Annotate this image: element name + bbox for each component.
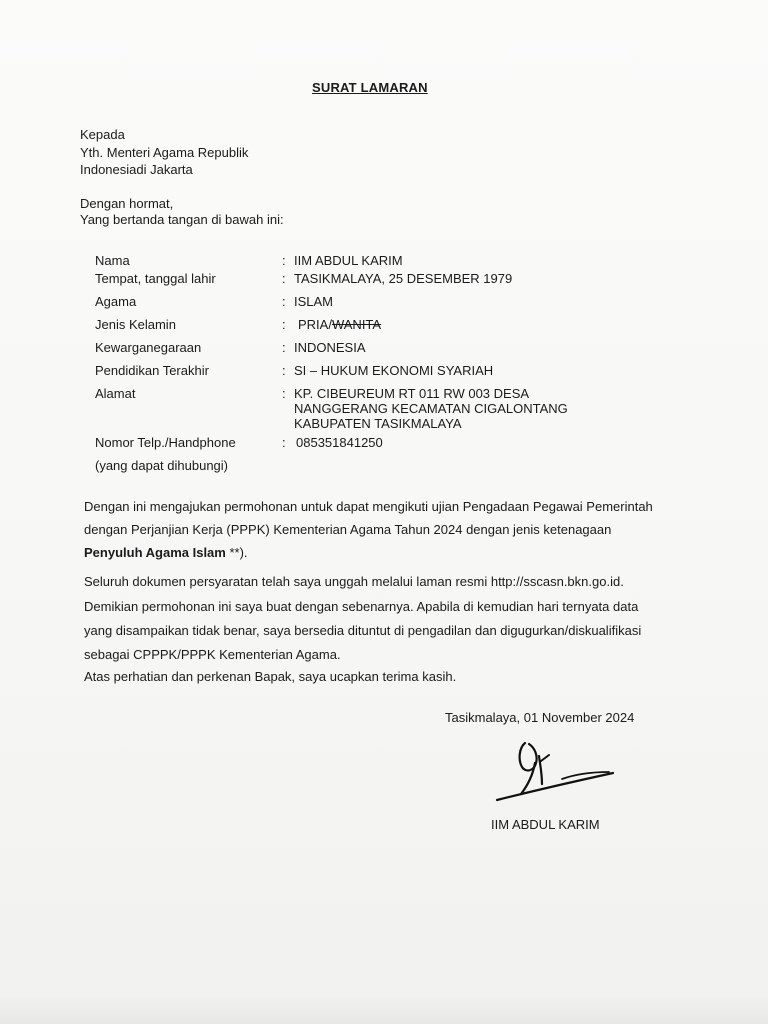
field-label-address: Alamat — [95, 386, 136, 401]
field-value-address-line-1: KP. CIBEUREUM RT 011 RW 003 DESA — [294, 386, 530, 401]
field-value-religion: ISLAM — [294, 294, 334, 309]
field-colon-name: : — [282, 253, 286, 268]
document-title: SURAT LAMARAN — [312, 80, 428, 95]
field-label-phone-line-1: Nomor Telp./Handphone — [95, 435, 236, 450]
greeting-line-2: Yang bertanda tangan di bawah ini: — [80, 212, 284, 227]
paragraph-2-line-2: Demikian permohonan ini saya buat dengan sebenarnya. Apabila di kemudian hari ternyata data — [84, 599, 639, 614]
paragraph-1-emphasis: Penyuluh Agama Islam — [84, 545, 226, 560]
field-value-gender — [298, 317, 381, 332]
field-label-gender: Jenis Kelamin — [95, 317, 176, 332]
field-label-religion: Agama — [95, 294, 137, 309]
field-value-phone: 085351841250 — [296, 435, 383, 450]
field-value-education: SI – HUKUM EKONOMI SYARIAH — [294, 363, 494, 378]
recipient-line-1: Kepada — [80, 127, 125, 142]
paper-shadow — [0, 996, 768, 1024]
paragraph-1-line-2: dengan Perjanjian Kerja (PPPK) Kementerian Agama Tahun 2024 dengan jenis ketenagaan — [84, 522, 612, 537]
field-value-address-line-3: KABUPATEN TASIKMALAYA — [294, 416, 462, 431]
paragraph-2-line-1: Seluruh dokumen persyaratan telah saya unggah melalui laman resmi http://sscasn.bkn.go.id. — [84, 574, 624, 589]
field-value-birth: TASIKMALAYA, 25 DESEMBER 1979 — [294, 271, 513, 286]
greeting-line-1: Dengan hormat, — [80, 196, 174, 211]
recipient-line-3: Indonesiadi Jakarta — [80, 162, 193, 177]
paragraph-2-line-4: sebagai CPPPK/PPPK Kementerian Agama. — [84, 647, 341, 662]
signature-image — [491, 740, 616, 808]
field-label-citizenship: Kewarganegaraan — [95, 340, 202, 355]
field-value-name: IIM ABDUL KARIM — [294, 253, 403, 268]
paragraph-3-line-1: Atas perhatian dan perkenan Bapak, saya ucapkan terima kasih. — [84, 669, 457, 684]
field-label-phone-line-2: (yang dapat dihubungi) — [95, 458, 228, 473]
field-value-address-line-2: NANGGERANG KECAMATAN CIGALONTANG — [294, 401, 568, 416]
field-label-birth: Tempat, tanggal lahir — [95, 271, 216, 286]
paragraph-1-line-1: Dengan ini mengajukan permohonan untuk dapat mengikuti ujian Pengadaan Pegawai Pemerintah — [84, 499, 653, 514]
gender-option-selected: PRIA/ — [298, 317, 332, 332]
closing-place-date: Tasikmalaya, 01 November 2024 — [445, 710, 635, 725]
field-colon-phone: : — [282, 435, 286, 450]
field-colon-citizenship: : — [282, 340, 286, 355]
signer-name: IIM ABDUL KARIM — [491, 817, 600, 832]
field-colon-religion: : — [282, 294, 286, 309]
paragraph-2-line-3: yang disampaikan tidak benar, saya bersedia dituntut di pengadilan dan digugurkan/diskualifikasi — [84, 623, 642, 638]
recipient-line-2: Yth. Menteri Agama Republik — [80, 145, 249, 160]
field-colon-gender: : — [282, 317, 286, 332]
gender-option-struck: WANITA — [331, 317, 382, 332]
paragraph-1-line-3 — [84, 546, 248, 561]
field-colon-address: : — [282, 386, 286, 401]
field-colon-education: : — [282, 363, 286, 378]
field-colon-birth: : — [282, 271, 286, 286]
field-label-education: Pendidikan Terakhir — [95, 363, 209, 378]
field-value-citizenship: INDONESIA — [294, 340, 366, 355]
field-label-name: Nama — [95, 253, 130, 268]
paragraph-1-tail: **). — [225, 545, 248, 560]
